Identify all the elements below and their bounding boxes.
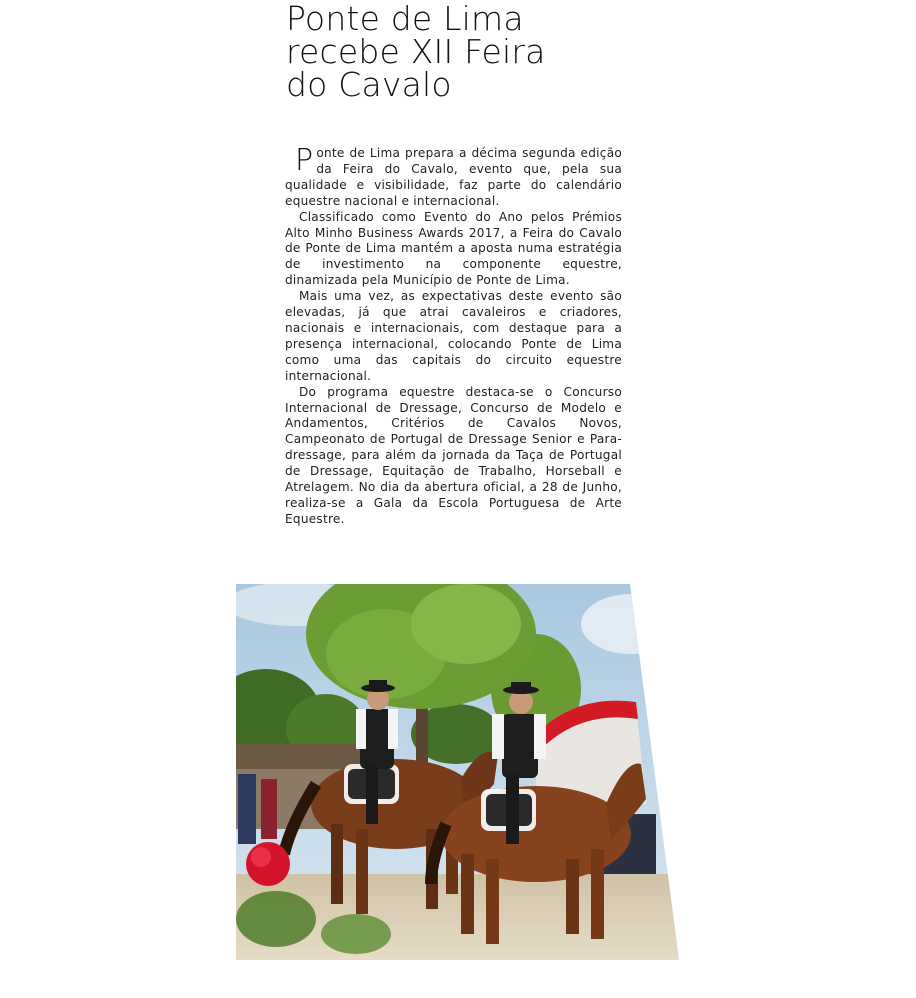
headline-line-2: recebe XII Feira <box>286 32 546 71</box>
article-paragraph-2: Classificado como Evento do Ano pelos Prémios Alto Minho Business Awards 2017, a Feira do Cavalo de Ponte de Lima mantém a aposta numa estratégia de investimento na componente equestre, dinamizada pela Município de Ponte de Lima. <box>285 209 622 288</box>
drop-cap: P <box>295 143 314 178</box>
article-paragraph-4: Do programa equestre destaca-se o Concurso Internacional de Dressage, Concurso de Modelo e Andamentos, Critérios de Cavalos Novos, Campeonato de Portugal de Dressage Senior e Para-dressage, para além da jornada da Taça de Portugal de Dressage, Equitação de Trabalho, Horseball e Atrelagem. No dia da abertura oficial, a 28 de Junho, realiza-se a Gala da Escola Portuguesa de Arte Equestre. <box>285 384 622 526</box>
paragraph-1-text: onte de Lima prepara a décima segunda edição da Feira do Cavalo, evento que, pela sua qualidade e visibilidade, faz parte do calendário equestre nacional e internacional. <box>285 146 622 208</box>
horse-riders-photo <box>236 584 679 960</box>
headline-line-1: Ponte de Lima <box>286 0 524 38</box>
headline-line-3: do Cavalo <box>286 65 452 104</box>
article-paragraph-3: Mais uma vez, as expectativas deste evento são elevadas, já que atrai cavaleiros e criadores, nacionais e internacionais, com destaque para a presença internacional, colocando Ponte de Lima como uma das capitais do circuito equestre internacional. <box>285 289 622 383</box>
article-headline <box>286 0 626 104</box>
article-paragraph-1 <box>285 143 622 210</box>
article-body <box>285 143 622 528</box>
